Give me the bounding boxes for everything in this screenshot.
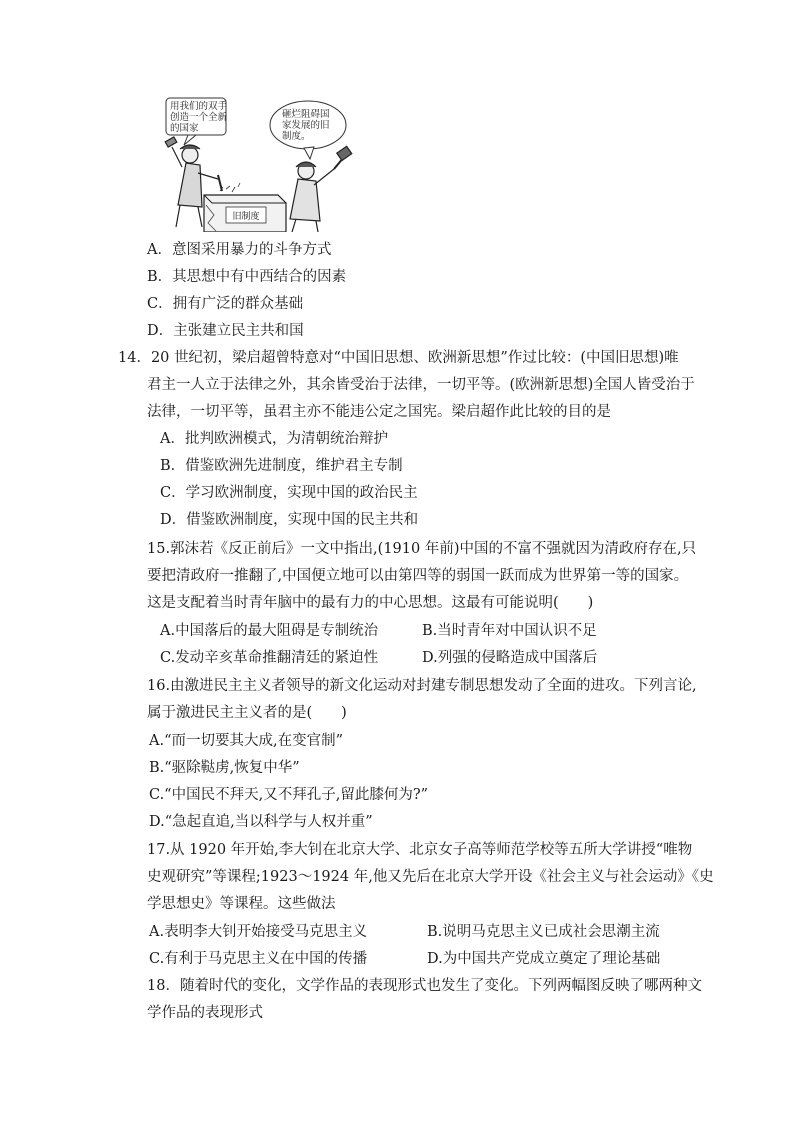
q13-option-a: A．意图采用暴力的斗争方式: [147, 242, 332, 258]
q15-option-c: C.发动辛亥革命推翻清廷的紧迫性: [160, 650, 379, 666]
q15-option-b: B.当时青年对中国认识不足: [422, 623, 597, 639]
q15-stem-line-1: 15.郭沫若《反正前后》一文中指出,(1910 年前)中国的不富不强就因为清政府存在,只: [147, 541, 697, 557]
right-bubble-line-3: 制度。: [282, 131, 311, 142]
q13-option-d: D．主张建立民主共和国: [147, 323, 304, 339]
q16-stem-line-1: 16.由激进民主主义者领导的新文化运动对封建专制思想发动了全面的进攻。下列言论,: [147, 678, 697, 694]
q17-option-b: B.说明马克思主义已成社会思潮主流: [427, 924, 660, 940]
q14-stem-line-3: 法律，一切平等，虽君主亦不能违公定之国宪。梁启超作此比较的目的是: [147, 404, 611, 420]
q18-stem-line-1: 18．随着时代的变化，文学作品的表现形式也发生了变化。下列两幅图反映了哪两种文: [147, 978, 702, 994]
left-bubble-line-1: 用我们的双手: [170, 101, 228, 112]
q14-option-a: A．批判欧洲模式，为清朝统治辩护: [160, 431, 388, 447]
q17-option-a: A.表明李大钊开始接受马克思主义: [149, 924, 368, 940]
q15-option-d: D.列强的侵略造成中国落后: [422, 650, 598, 666]
q18-stem-line-2: 学作品的表现形式: [147, 1005, 263, 1021]
q13-option-c: C．拥有广泛的群众基础: [147, 296, 304, 312]
q15-option-a: A.中国落后的最大阻碍是专制统治: [160, 623, 379, 639]
q17-option-c: C.有利于马克思主义在中国的传播: [149, 951, 368, 967]
q17-option-d: D.为中国共产党成立奠定了理论基础: [427, 951, 661, 967]
q14-stem-line-2: 君主一人立于法律之外，其余皆受治于法律，一切平等。(欧洲新思想)全国人皆受治于: [147, 377, 695, 393]
q16-option-b: B.“驱除鞑虏,恢复中华”: [149, 760, 300, 776]
q13-option-b: B．其思想中有中西结合的因素: [147, 269, 347, 285]
left-bubble-line-2: 创造一个全新: [170, 112, 228, 123]
right-bubble-line-1: 砸烂阻碍国: [282, 109, 330, 120]
q14-option-b: B．借鉴欧洲先进制度，维护君主专制: [160, 458, 403, 474]
q14-stem-line-1: 14．20 世纪初，梁启超曾特意对“中国旧思想、欧洲新思想”作过比较：(中国旧思想)唯: [118, 350, 679, 366]
q15-stem-line-2: 要把清政府一推翻了,中国便立地可以由第四等的弱国一跃而成为世界第一等的国家。: [147, 568, 689, 584]
block-label: 旧制度: [232, 212, 260, 222]
right-figure: [290, 146, 352, 232]
left-bubble-line-3: 的国家: [170, 123, 199, 134]
q16-option-d: D.“急起直追,当以科学与人权并重”: [149, 814, 373, 830]
q17-stem-line-3: 学思想史》等课程。这些做法: [147, 896, 336, 912]
right-bubble-line-2: 家发展的旧: [282, 120, 330, 131]
old-system-block: [204, 183, 286, 232]
q14-option-d: D．借鉴欧洲制度，实现中国的民主共和: [160, 512, 419, 528]
q16-stem-line-2: 属于激进民主主义者的是( ): [147, 705, 347, 721]
q17-stem-line-1: 17.从 1920 年开始,李大钊在北京大学、北京女子高等师范学校等五所大学讲授“唯物: [147, 842, 693, 858]
q15-stem-line-3: 这是支配着当时青年脑中的最有力的中心思想。这最有可能说明( ): [147, 595, 594, 611]
q14-option-c: C．学习欧洲制度，实现中国的政治民主: [160, 485, 418, 501]
q16-option-a: A.“而一切要其大成,在变官制”: [149, 733, 344, 749]
cartoon-illustration: [158, 95, 358, 232]
q16-option-c: C.“中国民不拜天,又不拜孔子,留此膝何为?”: [149, 787, 429, 803]
q17-stem-line-2: 史观研究”等课程;1923～1924 年,他又先后在北京大学开设《社会主义与社会运动》《史: [147, 869, 714, 885]
